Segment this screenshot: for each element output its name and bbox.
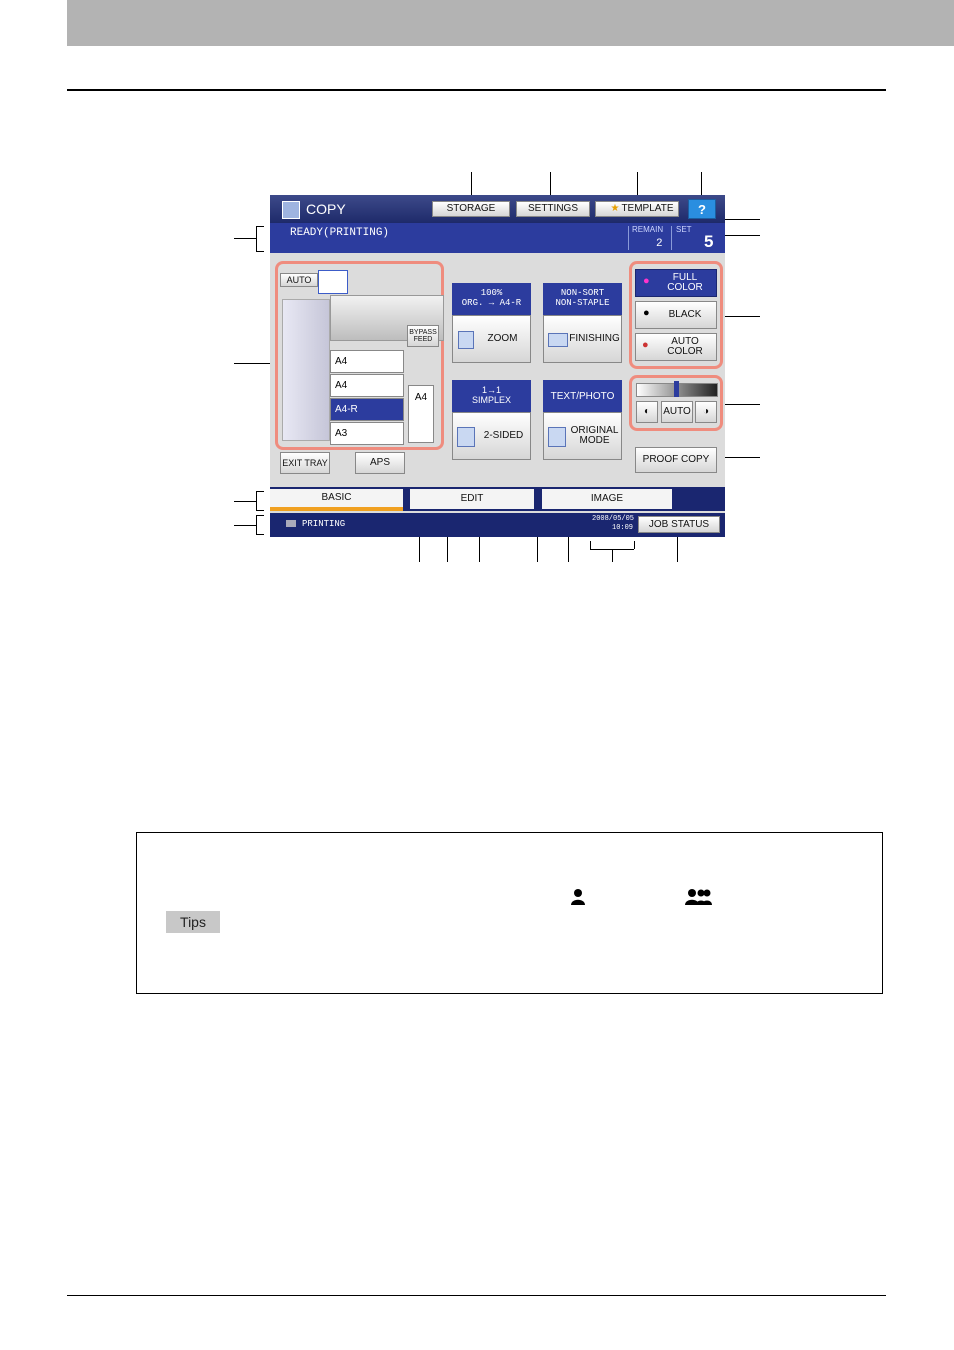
- black-button[interactable]: BLACK: [635, 301, 717, 329]
- callout-line: [234, 525, 256, 526]
- original-mode-info: TEXT/PHOTO: [543, 380, 622, 412]
- copy-icon: [282, 201, 300, 219]
- original-mode-icon: [548, 427, 566, 447]
- lighter-button[interactable]: [636, 401, 658, 423]
- settings-button[interactable]: SETTINGS: [516, 201, 590, 217]
- tray-4[interactable]: A3: [330, 422, 404, 445]
- two-sided-icon: [457, 427, 475, 447]
- bypass-feed-button[interactable]: BYPASS FEED: [407, 325, 439, 347]
- proof-copy-button[interactable]: PROOF COPY: [635, 447, 717, 473]
- header-rule: [67, 89, 886, 91]
- panel-title: COPY: [306, 201, 346, 217]
- tab-basic[interactable]: BASIC: [270, 489, 403, 511]
- help-button[interactable]: ?: [688, 199, 716, 219]
- full-color-icon: ●: [643, 275, 650, 287]
- two-sided-button[interactable]: 2-SIDED: [452, 412, 531, 460]
- callout-bracket: [256, 515, 264, 535]
- tray-1[interactable]: A4: [330, 350, 404, 373]
- callout-line: [234, 363, 274, 364]
- black-icon: ●: [643, 307, 650, 319]
- remain-label: REMAIN: [632, 225, 664, 234]
- template-label: TEMPLATE: [621, 203, 674, 214]
- footer-rule: [67, 1295, 886, 1296]
- finishing-icon: [548, 333, 568, 347]
- callout-bracket: [256, 491, 264, 511]
- density-auto-button[interactable]: AUTO: [661, 401, 693, 423]
- tray-2[interactable]: A4: [330, 374, 404, 397]
- auto-color-button[interactable]: AUTO COLOR: [635, 333, 717, 361]
- tips-label: Tips: [166, 911, 220, 933]
- footer-status: PRINTING: [302, 519, 346, 529]
- callout-line: [590, 549, 634, 550]
- aps-button[interactable]: APS: [355, 452, 405, 474]
- template-button[interactable]: [595, 201, 679, 217]
- simplex-label: SIMPLEX: [471, 395, 511, 405]
- copier-touch-panel: [270, 195, 725, 537]
- callout-line: [234, 238, 256, 239]
- monitor-icon: [318, 270, 348, 294]
- original-mode-button[interactable]: ORIGINAL MODE: [543, 412, 622, 460]
- time-display: 10:09: [612, 524, 634, 532]
- printer-icon: [286, 520, 296, 527]
- tab-image[interactable]: IMAGE: [542, 489, 672, 509]
- callout-line: [234, 501, 256, 502]
- date-display: 2008/05/05: [592, 515, 635, 523]
- darker-button[interactable]: [695, 401, 717, 423]
- callout-line: [612, 549, 613, 562]
- zoom-icon: [458, 331, 474, 349]
- auto-color-icon: ●: [642, 339, 649, 351]
- finisher-illustration: [282, 299, 330, 441]
- tab-edit[interactable]: EDIT: [410, 489, 534, 509]
- status-message: READY(PRINTING): [290, 227, 390, 239]
- callout-line: [722, 404, 760, 405]
- light-half-icon: ◐: [643, 406, 651, 417]
- single-user-icon: [570, 888, 586, 906]
- duplex-mode: 1→1: [481, 385, 501, 396]
- callout-line: [634, 541, 635, 549]
- full-color-button[interactable]: FULL COLOR: [635, 269, 717, 297]
- header-bar: [67, 0, 954, 46]
- zoom-info: [452, 283, 531, 315]
- storage-button[interactable]: STORAGE: [432, 201, 510, 217]
- set-value: 5: [704, 232, 714, 251]
- footer-bar: [270, 513, 725, 537]
- callout-line: [590, 541, 591, 549]
- callout-line: [722, 316, 760, 317]
- set-label: SET: [676, 225, 692, 234]
- multi-user-icon: [684, 888, 712, 906]
- density-indicator: [674, 381, 679, 397]
- star-icon: ★: [610, 203, 620, 214]
- zoom-button[interactable]: ZOOM: [452, 315, 531, 363]
- bypass-tray-size[interactable]: A4: [408, 385, 434, 443]
- dark-half-icon: ◑: [702, 406, 710, 417]
- tray-3[interactable]: A4-R: [330, 398, 404, 421]
- staple-mode: NON-STAPLE: [555, 298, 610, 308]
- title-bar: [270, 195, 725, 223]
- zoom-original: ORG. → A4-R: [461, 298, 522, 308]
- sort-mode: NON-SORT: [560, 288, 605, 299]
- callout-bracket: [256, 226, 264, 252]
- remain-value: 2: [656, 238, 663, 250]
- job-status-button[interactable]: JOB STATUS: [638, 516, 720, 533]
- auto-tray-button[interactable]: AUTO: [280, 273, 318, 287]
- tips-box: [136, 832, 883, 994]
- duplex-info: [452, 380, 531, 412]
- finishing-button[interactable]: FINISHING: [543, 315, 622, 363]
- zoom-ratio: 100%: [480, 288, 503, 299]
- message-area: [270, 223, 725, 253]
- exit-tray-button[interactable]: EXIT TRAY: [280, 452, 330, 474]
- finishing-info: [543, 283, 622, 315]
